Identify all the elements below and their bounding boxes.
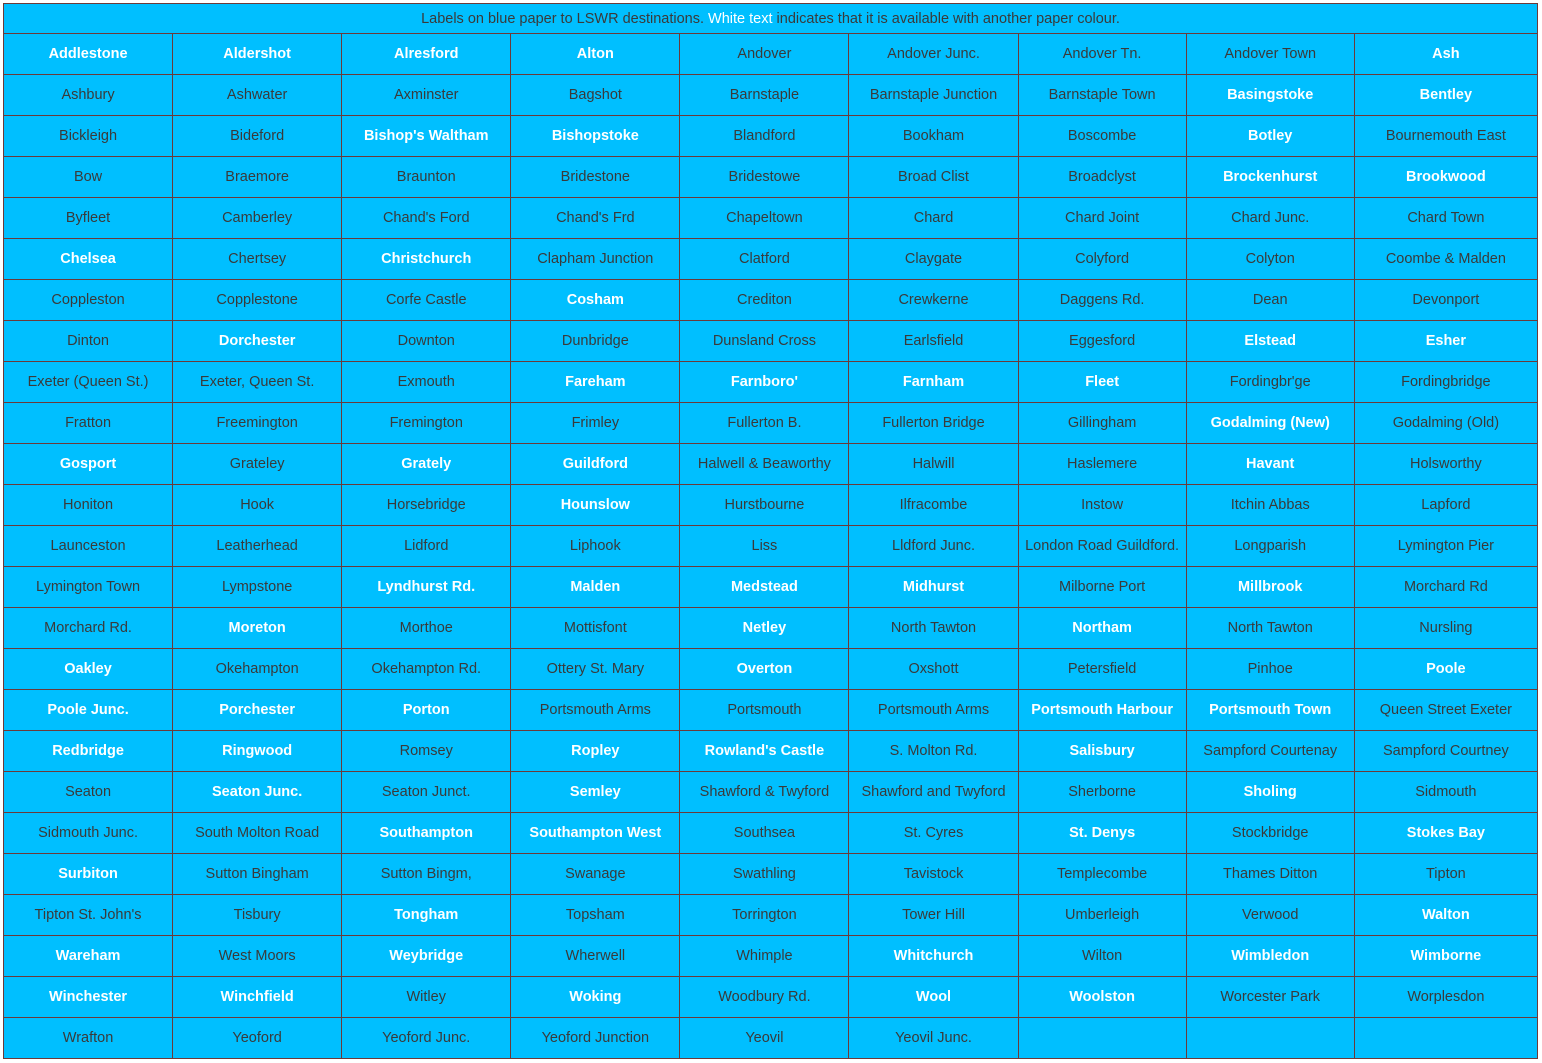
destination-cell: Umberleigh (1018, 895, 1186, 936)
destination-cell: Queen Street Exeter (1354, 690, 1537, 731)
destination-cell: Sherborne (1018, 772, 1186, 813)
destination-cell: Moreton (173, 608, 342, 649)
table-row (4, 116, 1538, 157)
destination-cell: Downton (342, 321, 511, 362)
destination-cell: Barnstaple Junction (849, 75, 1018, 116)
destination-cell: S. Molton Rd. (849, 731, 1018, 772)
destination-cell: Braunton (342, 157, 511, 198)
destination-cell: Verwood (1186, 895, 1354, 936)
destination-cell: Fratton (4, 403, 173, 444)
destination-cell: Porton (342, 690, 511, 731)
destination-cell: Godalming (New) (1186, 403, 1354, 444)
table-row (4, 649, 1538, 690)
destination-cell: Ash (1354, 34, 1537, 75)
destination-cell: Porchester (173, 690, 342, 731)
destination-cell: Lapford (1354, 485, 1537, 526)
destination-cell: Fullerton B. (680, 403, 849, 444)
destinations-table-body (4, 4, 1538, 1059)
caption-suffix: indicates that it is available with another paper colour. (772, 10, 1120, 27)
destination-cell: Exeter (Queen St.) (4, 362, 173, 403)
destination-cell: Halwill (849, 444, 1018, 485)
destination-cell: Walton (1354, 895, 1537, 936)
destination-cell: Andover (680, 34, 849, 75)
destination-cell: Addlestone (4, 34, 173, 75)
destination-cell: Woolston (1018, 977, 1186, 1018)
destination-cell: Yeoford Junction (511, 1018, 680, 1059)
destinations-table (3, 3, 1538, 1059)
destination-cell: Milborne Port (1018, 567, 1186, 608)
destination-cell: Frimley (511, 403, 680, 444)
destination-cell: Sholing (1186, 772, 1354, 813)
destination-cell: Petersfield (1018, 649, 1186, 690)
destination-cell: Ottery St. Mary (511, 649, 680, 690)
destination-cell: Ropley (511, 731, 680, 772)
destination-cell: Chard Joint (1018, 198, 1186, 239)
destination-cell: Wool (849, 977, 1018, 1018)
table-row (4, 895, 1538, 936)
destination-cell: Coppleston (4, 280, 173, 321)
destination-cell: Tipton St. John's (4, 895, 173, 936)
destination-cell: Winchester (4, 977, 173, 1018)
destination-cell: Ashwater (173, 75, 342, 116)
empty-cell (1354, 1018, 1537, 1059)
destination-cell: Liphook (511, 526, 680, 567)
destination-cell: Launceston (4, 526, 173, 567)
destination-cell: Dunbridge (511, 321, 680, 362)
destination-cell: Fordingbr'ge (1186, 362, 1354, 403)
destination-cell: Barnstaple Town (1018, 75, 1186, 116)
destination-cell: Chard Junc. (1186, 198, 1354, 239)
destination-cell: Tipton (1354, 854, 1537, 895)
destination-cell: Shawford & Twyford (680, 772, 849, 813)
destination-cell: Woking (511, 977, 680, 1018)
destination-cell: Seaton (4, 772, 173, 813)
destination-cell: Ringwood (173, 731, 342, 772)
destination-cell: Claygate (849, 239, 1018, 280)
destination-cell: Mottisfont (511, 608, 680, 649)
destination-cell: Dean (1186, 280, 1354, 321)
destination-cell: Instow (1018, 485, 1186, 526)
destination-cell: Honiton (4, 485, 173, 526)
destination-cell: Eggesford (1018, 321, 1186, 362)
destination-cell: Yeoford (173, 1018, 342, 1059)
destination-cell: Fleet (1018, 362, 1186, 403)
table-row (4, 813, 1538, 854)
destination-cell: Okehampton Rd. (342, 649, 511, 690)
destination-cell: Chard Town (1354, 198, 1537, 239)
destination-cell: Redbridge (4, 731, 173, 772)
table-row (4, 280, 1538, 321)
destination-cell: Portsmouth Arms (849, 690, 1018, 731)
destination-cell: Lympstone (173, 567, 342, 608)
destination-cell: Coombe & Malden (1354, 239, 1537, 280)
table-row (4, 608, 1538, 649)
destination-cell: Freemington (173, 403, 342, 444)
table-row (4, 321, 1538, 362)
destination-cell: Rowland's Castle (680, 731, 849, 772)
destination-cell: Chapeltown (680, 198, 849, 239)
destination-cell: Fordingbridge (1354, 362, 1537, 403)
destination-cell: Wimbledon (1186, 936, 1354, 977)
destination-cell: South Molton Road (173, 813, 342, 854)
caption-prefix: Labels on blue paper to LSWR destinations. (421, 10, 709, 27)
destination-cell: Poole Junc. (4, 690, 173, 731)
destination-cell: Ashbury (4, 75, 173, 116)
destination-cell: Gillingham (1018, 403, 1186, 444)
destination-cell: Morthoe (342, 608, 511, 649)
destination-cell: Bickleigh (4, 116, 173, 157)
destination-cell: Malden (511, 567, 680, 608)
destination-cell: Esher (1354, 321, 1537, 362)
table-row (4, 157, 1538, 198)
destination-cell: Hook (173, 485, 342, 526)
destination-cell: Bridestowe (680, 157, 849, 198)
table-row (4, 198, 1538, 239)
destination-cell: Clatford (680, 239, 849, 280)
destination-cell: Pinhoe (1186, 649, 1354, 690)
destination-cell: Crediton (680, 280, 849, 321)
destinations-table-wrapper (3, 3, 1538, 1059)
destination-cell: Daggens Rd. (1018, 280, 1186, 321)
destination-cell: Oxshott (849, 649, 1018, 690)
destination-cell: Botley (1186, 116, 1354, 157)
destination-cell: Lidford (342, 526, 511, 567)
destination-cell: Tavistock (849, 854, 1018, 895)
destination-cell: Wrafton (4, 1018, 173, 1059)
table-row (4, 690, 1538, 731)
destination-cell: Morchard Rd. (4, 608, 173, 649)
destination-cell: Whitchurch (849, 936, 1018, 977)
destination-cell: Sidmouth Junc. (4, 813, 173, 854)
destination-cell: Shawford and Twyford (849, 772, 1018, 813)
destination-cell: Tower Hill (849, 895, 1018, 936)
destination-cell: London Road Guildford. (1018, 526, 1186, 567)
destination-cell: Earlsfield (849, 321, 1018, 362)
destination-cell: Midhurst (849, 567, 1018, 608)
destination-cell: Exmouth (342, 362, 511, 403)
destination-cell: Holsworthy (1354, 444, 1537, 485)
destination-cell: Sampford Courtenay (1186, 731, 1354, 772)
destination-cell: North Tawton (849, 608, 1018, 649)
destination-cell: Gosport (4, 444, 173, 485)
destination-cell: Swathling (680, 854, 849, 895)
destination-cell: Clapham Junction (511, 239, 680, 280)
destination-cell: Bridestone (511, 157, 680, 198)
destination-cell: Tisbury (173, 895, 342, 936)
destination-cell: Portsmouth (680, 690, 849, 731)
destination-cell: Witley (342, 977, 511, 1018)
destination-cell: Netley (680, 608, 849, 649)
destination-cell: Yeoford Junc. (342, 1018, 511, 1059)
destination-cell: Weybridge (342, 936, 511, 977)
destination-cell: Crewkerne (849, 280, 1018, 321)
destination-cell: Bishop's Waltham (342, 116, 511, 157)
destination-cell: Elstead (1186, 321, 1354, 362)
table-row (4, 239, 1538, 280)
destination-cell: Lymington Town (4, 567, 173, 608)
destination-cell: Torrington (680, 895, 849, 936)
destination-cell: Fremington (342, 403, 511, 444)
destination-cell: Northam (1018, 608, 1186, 649)
destination-cell: Sutton Bingham (173, 854, 342, 895)
destination-cell: Cosham (511, 280, 680, 321)
destination-cell: Christchurch (342, 239, 511, 280)
destination-cell: Wimborne (1354, 936, 1537, 977)
destination-cell: Itchin Abbas (1186, 485, 1354, 526)
destination-cell: Ilfracombe (849, 485, 1018, 526)
destination-cell: Byfleet (4, 198, 173, 239)
destination-cell: Chard (849, 198, 1018, 239)
destination-cell: Yeovil Junc. (849, 1018, 1018, 1059)
destination-cell: Thames Ditton (1186, 854, 1354, 895)
destination-cell: Braemore (173, 157, 342, 198)
destination-cell: Boscombe (1018, 116, 1186, 157)
destination-cell: Lyndhurst Rd. (342, 567, 511, 608)
destination-cell: Brockenhurst (1186, 157, 1354, 198)
destination-cell: Sampford Courtney (1354, 731, 1537, 772)
destination-cell: Barnstaple (680, 75, 849, 116)
destination-cell: Southampton West (511, 813, 680, 854)
destination-cell: St. Cyres (849, 813, 1018, 854)
destination-cell: Oakley (4, 649, 173, 690)
destination-cell: Exeter, Queen St. (173, 362, 342, 403)
destination-cell: Portsmouth Arms (511, 690, 680, 731)
destination-cell: Andover Town (1186, 34, 1354, 75)
destination-cell: Colyton (1186, 239, 1354, 280)
destination-cell: North Tawton (1186, 608, 1354, 649)
destination-cell: Liss (680, 526, 849, 567)
table-row (4, 854, 1538, 895)
destination-cell: Bishopstoke (511, 116, 680, 157)
destination-cell: Sidmouth (1354, 772, 1537, 813)
destination-cell: Morchard Rd (1354, 567, 1537, 608)
destination-cell: Chand's Ford (342, 198, 511, 239)
destination-cell: Worcester Park (1186, 977, 1354, 1018)
destination-cell: Havant (1186, 444, 1354, 485)
destination-cell: Lldford Junc. (849, 526, 1018, 567)
destination-cell: Hurstbourne (680, 485, 849, 526)
destination-cell: Wherwell (511, 936, 680, 977)
destination-cell: Dunsland Cross (680, 321, 849, 362)
destination-cell: Worplesdon (1354, 977, 1537, 1018)
table-row (4, 485, 1538, 526)
destination-cell: Aldershot (173, 34, 342, 75)
destination-cell: Longparish (1186, 526, 1354, 567)
destination-cell: Andover Tn. (1018, 34, 1186, 75)
destination-cell: Andover Junc. (849, 34, 1018, 75)
destination-cell: Stokes Bay (1354, 813, 1537, 854)
table-row (4, 936, 1538, 977)
destination-cell: Hounslow (511, 485, 680, 526)
destination-cell: Halwell & Beaworthy (680, 444, 849, 485)
destination-cell: Broad Clist (849, 157, 1018, 198)
destination-cell: Basingstoke (1186, 75, 1354, 116)
destination-cell: Bournemouth East (1354, 116, 1537, 157)
destination-cell: Bow (4, 157, 173, 198)
destination-cell: Seaton Junct. (342, 772, 511, 813)
empty-cell (1018, 1018, 1186, 1059)
destination-cell: Brookwood (1354, 157, 1537, 198)
destination-cell: Chertsey (173, 239, 342, 280)
destination-cell: Lymington Pier (1354, 526, 1537, 567)
table-row (4, 567, 1538, 608)
table-row (4, 362, 1538, 403)
destination-cell: Dorchester (173, 321, 342, 362)
destination-cell: Millbrook (1186, 567, 1354, 608)
destination-cell: Grately (342, 444, 511, 485)
destination-cell: Surbiton (4, 854, 173, 895)
destination-cell: Alton (511, 34, 680, 75)
destination-cell: Poole (1354, 649, 1537, 690)
destination-cell: Blandford (680, 116, 849, 157)
destination-cell: Salisbury (1018, 731, 1186, 772)
destination-cell: Swanage (511, 854, 680, 895)
table-row (4, 731, 1538, 772)
destination-cell: Camberley (173, 198, 342, 239)
destination-cell: Templecombe (1018, 854, 1186, 895)
destination-cell: Alresford (342, 34, 511, 75)
destination-cell: Bideford (173, 116, 342, 157)
empty-cell (1186, 1018, 1354, 1059)
destination-cell: Chelsea (4, 239, 173, 280)
table-caption (4, 4, 1538, 34)
destination-cell: Woodbury Rd. (680, 977, 849, 1018)
destination-cell: Corfe Castle (342, 280, 511, 321)
table-row (4, 1018, 1538, 1059)
destination-cell: Whimple (680, 936, 849, 977)
destination-cell: Grateley (173, 444, 342, 485)
destination-cell: Southampton (342, 813, 511, 854)
destination-cell: Nursling (1354, 608, 1537, 649)
destination-cell: Bentley (1354, 75, 1537, 116)
destination-cell: Haslemere (1018, 444, 1186, 485)
destination-cell: Farnboro' (680, 362, 849, 403)
destination-cell: Yeovil (680, 1018, 849, 1059)
destination-cell: Broadclyst (1018, 157, 1186, 198)
table-row (4, 526, 1538, 567)
destination-cell: Bookham (849, 116, 1018, 157)
table-row (4, 34, 1538, 75)
destination-cell: West Moors (173, 936, 342, 977)
caption-row (4, 4, 1538, 34)
destination-cell: Overton (680, 649, 849, 690)
destination-cell: Wareham (4, 936, 173, 977)
destination-cell: Topsham (511, 895, 680, 936)
destination-cell: Seaton Junc. (173, 772, 342, 813)
destination-cell: Stockbridge (1186, 813, 1354, 854)
destination-cell: Portsmouth Town (1186, 690, 1354, 731)
destination-cell: Farnham (849, 362, 1018, 403)
destination-cell: Romsey (342, 731, 511, 772)
destination-cell: Horsebridge (342, 485, 511, 526)
destination-cell: Devonport (1354, 280, 1537, 321)
table-row (4, 75, 1538, 116)
destination-cell: St. Denys (1018, 813, 1186, 854)
destination-cell: Tongham (342, 895, 511, 936)
destination-cell: Colyford (1018, 239, 1186, 280)
destination-cell: Medstead (680, 567, 849, 608)
table-row (4, 977, 1538, 1018)
destination-cell: Axminster (342, 75, 511, 116)
destination-cell: Bagshot (511, 75, 680, 116)
destination-cell: Okehampton (173, 649, 342, 690)
destination-cell: Dinton (4, 321, 173, 362)
destination-cell: Godalming (Old) (1354, 403, 1537, 444)
destination-cell: Sutton Bingm, (342, 854, 511, 895)
destination-cell: Chand's Frd (511, 198, 680, 239)
destination-cell: Semley (511, 772, 680, 813)
destination-cell: Wilton (1018, 936, 1186, 977)
destination-cell: Southsea (680, 813, 849, 854)
table-row (4, 403, 1538, 444)
destination-cell: Guildford (511, 444, 680, 485)
destination-cell: Portsmouth Harbour (1018, 690, 1186, 731)
destination-cell: Fareham (511, 362, 680, 403)
table-row (4, 444, 1538, 485)
caption-highlight: White text (708, 10, 773, 27)
destination-cell: Leatherhead (173, 526, 342, 567)
destination-cell: Winchfield (173, 977, 342, 1018)
destination-cell: Fullerton Bridge (849, 403, 1018, 444)
destination-cell: Copplestone (173, 280, 342, 321)
table-row (4, 772, 1538, 813)
